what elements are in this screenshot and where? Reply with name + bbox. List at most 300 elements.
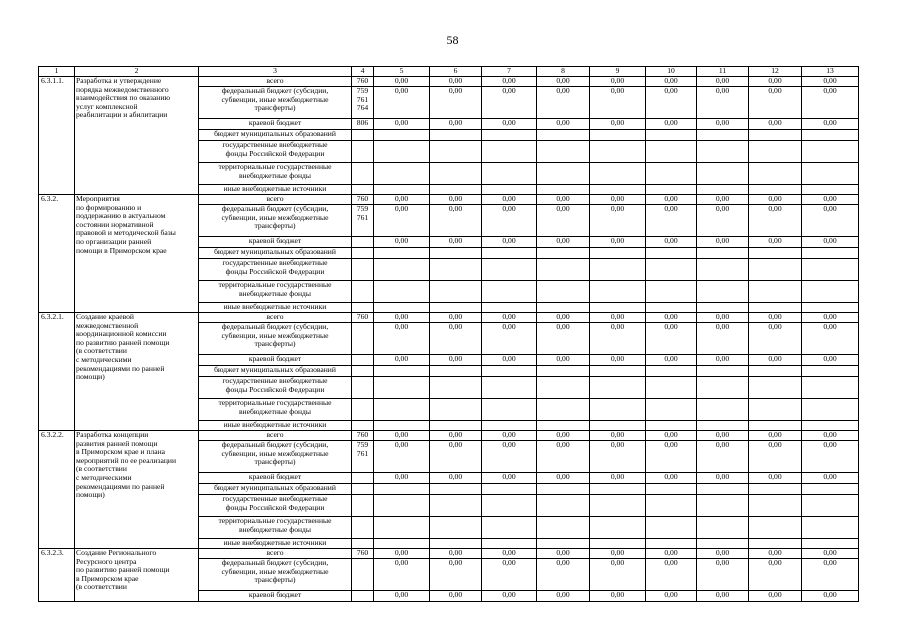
value-cell [646, 248, 697, 259]
row-title-line: (в соответствии [76, 346, 127, 356]
value-cell [374, 421, 430, 431]
value-cell: 0,00 [482, 205, 537, 237]
budget-code [352, 259, 374, 281]
value-cell: 0,00 [590, 205, 646, 237]
value-cell: 0,00 [749, 323, 802, 355]
funding-source-regional: краевой бюджет [199, 119, 352, 130]
value-cell: 0,00 [374, 431, 430, 441]
row-title-line: с методическими [76, 354, 132, 364]
funding-source-state-funds [199, 259, 352, 281]
value-cell [374, 366, 430, 377]
value-cell [646, 539, 697, 549]
value-cell: 0,00 [430, 205, 482, 237]
row-title-line: Создание Регионального [76, 548, 157, 557]
funding-source-territorial-funds [199, 281, 352, 303]
value-cell: 0,00 [590, 237, 646, 248]
value-cell [590, 141, 646, 163]
funding-source-line: федеральный бюджет (субсидии, [221, 440, 329, 449]
value-cell [802, 281, 859, 303]
value-cell: 0,00 [697, 431, 749, 441]
header-cell: 5 [374, 67, 430, 77]
funding-source-line: трансферты) [254, 575, 296, 585]
value-cell [482, 517, 537, 539]
value-cell [802, 495, 859, 517]
value-cell: 0,00 [749, 119, 802, 130]
budget-code [352, 248, 374, 259]
value-cell: 0,00 [802, 559, 859, 591]
value-cell: 0,00 [430, 441, 482, 473]
budget-code [352, 185, 374, 195]
value-cell [374, 185, 430, 195]
value-cell [537, 163, 590, 185]
value-cell: 0,00 [802, 323, 859, 355]
value-cell [697, 259, 749, 281]
value-cell: 0,00 [646, 473, 697, 484]
header-cell: 13 [802, 67, 859, 77]
value-cell [374, 281, 430, 303]
row-title [75, 195, 199, 313]
value-cell: 0,00 [374, 313, 430, 323]
value-cell [482, 421, 537, 431]
value-cell [430, 281, 482, 303]
funding-source-municipal: бюджет муниципальных образований [199, 248, 352, 259]
value-cell: 0,00 [749, 559, 802, 591]
funding-source-municipal: бюджет муниципальных образований [199, 130, 352, 141]
value-cell [374, 130, 430, 141]
value-cell [430, 421, 482, 431]
funding-source-total: всего [199, 549, 352, 559]
budget-code [352, 484, 374, 495]
funding-source-line: территориальные государственные [218, 398, 332, 407]
value-cell [802, 303, 859, 313]
value-cell: 0,00 [697, 473, 749, 484]
table-row [39, 549, 859, 559]
value-cell [646, 281, 697, 303]
value-cell [374, 163, 430, 185]
value-cell: 0,00 [430, 431, 482, 441]
value-cell: 0,00 [537, 355, 590, 366]
row-title-line: по формированию и [76, 202, 142, 212]
funding-source-other: иные внебюджетные источники [199, 303, 352, 313]
value-cell: 0,00 [749, 549, 802, 559]
value-cell [374, 539, 430, 549]
value-cell [697, 421, 749, 431]
funding-source-total: всего [199, 431, 352, 441]
funding-source-federal [199, 441, 352, 473]
value-cell: 0,00 [590, 195, 646, 205]
row-title-line: рекомендациями по ранней [76, 363, 165, 373]
value-cell [646, 421, 697, 431]
budget-code [352, 473, 374, 484]
value-cell [697, 185, 749, 195]
funding-source-state-funds [199, 495, 352, 517]
value-cell: 0,00 [646, 205, 697, 237]
row-title-line: Создание краевой [76, 312, 134, 321]
value-cell [537, 185, 590, 195]
budget-code [352, 591, 374, 602]
value-cell [374, 259, 430, 281]
budget-code [352, 517, 374, 539]
value-cell: 0,00 [646, 559, 697, 591]
value-cell [802, 130, 859, 141]
value-cell: 0,00 [646, 431, 697, 441]
value-cell: 0,00 [374, 323, 430, 355]
value-cell [430, 248, 482, 259]
value-cell: 0,00 [646, 441, 697, 473]
value-cell: 0,00 [697, 559, 749, 591]
value-cell [590, 495, 646, 517]
value-cell: 0,00 [430, 549, 482, 559]
header-cell: 12 [749, 67, 802, 77]
value-cell: 0,00 [646, 87, 697, 119]
value-cell: 0,00 [697, 237, 749, 248]
funding-source-state-funds [199, 141, 352, 163]
value-cell: 0,00 [697, 195, 749, 205]
value-cell [749, 130, 802, 141]
row-title-line: поддержанию в актуальном [76, 211, 166, 221]
row-title-line: услуг комплексной [76, 101, 138, 111]
row-title-line: помощи в Приморском крае [76, 245, 167, 255]
value-cell: 0,00 [430, 355, 482, 366]
funding-source-line: трансферты) [254, 221, 296, 231]
value-cell: 0,00 [590, 119, 646, 130]
value-cell: 0,00 [482, 77, 537, 87]
table-row [39, 431, 859, 441]
value-cell: 0,00 [697, 323, 749, 355]
value-cell [697, 248, 749, 259]
value-cell [590, 185, 646, 195]
funding-source-municipal: бюджет муниципальных образований [199, 366, 352, 377]
value-cell [646, 377, 697, 399]
row-title-line: мероприятий по ее реализации [76, 455, 177, 465]
value-cell [697, 303, 749, 313]
value-cell [590, 377, 646, 399]
value-cell: 0,00 [802, 119, 859, 130]
value-cell [646, 399, 697, 421]
value-cell: 0,00 [802, 473, 859, 484]
value-cell [430, 399, 482, 421]
value-cell [537, 399, 590, 421]
funding-source-line: федеральный бюджет (субсидии, [221, 86, 329, 95]
value-cell: 0,00 [537, 119, 590, 130]
row-title-line: состоянии нормативной [76, 219, 154, 229]
funding-source-federal [199, 87, 352, 119]
value-cell [430, 484, 482, 495]
value-cell: 0,00 [430, 559, 482, 591]
value-cell: 0,00 [802, 355, 859, 366]
value-cell: 0,00 [749, 591, 802, 602]
value-cell [482, 539, 537, 549]
value-cell [590, 421, 646, 431]
value-cell: 0,00 [430, 195, 482, 205]
table-row [39, 313, 859, 323]
header-cell: 3 [199, 67, 352, 77]
value-cell: 0,00 [590, 441, 646, 473]
funding-source-line: субвенции, иные межбюджетные [221, 212, 329, 222]
funding-source-other: иные внебюджетные источники [199, 539, 352, 549]
value-cell [430, 141, 482, 163]
funding-source-line: внебюджетные фонды [238, 524, 312, 534]
budget-code [352, 377, 374, 399]
budget-code: 806 [352, 119, 374, 130]
value-cell: 0,00 [374, 195, 430, 205]
value-cell [749, 248, 802, 259]
value-cell [646, 259, 697, 281]
value-cell: 0,00 [646, 355, 697, 366]
value-cell: 0,00 [430, 87, 482, 119]
value-cell: 0,00 [374, 237, 430, 248]
value-cell [697, 141, 749, 163]
value-cell: 0,00 [374, 119, 430, 130]
budget-code [352, 303, 374, 313]
value-cell [697, 163, 749, 185]
value-cell [697, 377, 749, 399]
value-cell [646, 366, 697, 377]
value-cell [749, 141, 802, 163]
value-cell [646, 185, 697, 195]
funding-source-line: внебюджетные фонды [238, 406, 312, 416]
row-title-line: взаимодействия по оказанию [76, 93, 171, 103]
value-cell: 0,00 [430, 473, 482, 484]
value-cell [802, 421, 859, 431]
value-cell [482, 130, 537, 141]
value-cell: 0,00 [802, 205, 859, 237]
value-cell: 0,00 [646, 591, 697, 602]
value-cell: 0,00 [537, 87, 590, 119]
value-cell: 0,00 [802, 313, 859, 323]
value-cell [430, 366, 482, 377]
value-cell [749, 303, 802, 313]
value-cell [697, 495, 749, 517]
value-cell [482, 377, 537, 399]
value-cell: 0,00 [482, 431, 537, 441]
value-cell [749, 421, 802, 431]
budget-code [352, 87, 374, 119]
value-cell [646, 163, 697, 185]
value-cell [802, 484, 859, 495]
value-cell [430, 185, 482, 195]
value-cell: 0,00 [537, 237, 590, 248]
value-cell [802, 539, 859, 549]
value-cell [590, 163, 646, 185]
value-cell [802, 248, 859, 259]
value-cell [749, 399, 802, 421]
value-cell [430, 130, 482, 141]
value-cell [537, 517, 590, 539]
value-cell [537, 303, 590, 313]
value-cell [537, 366, 590, 377]
funding-source-regional: краевой бюджет [199, 473, 352, 484]
value-cell: 0,00 [749, 473, 802, 484]
value-cell [374, 248, 430, 259]
budget-code [352, 495, 374, 517]
value-cell [482, 399, 537, 421]
budget-code [352, 441, 374, 473]
value-cell [802, 259, 859, 281]
budget-code-line: 761 [356, 94, 369, 104]
value-cell [537, 281, 590, 303]
header-cell: 6 [430, 67, 482, 77]
value-cell: 0,00 [802, 237, 859, 248]
funding-source-line: федеральный бюджет (субсидии, [221, 204, 329, 213]
value-cell: 0,00 [482, 591, 537, 602]
row-number: 6.3.2.2. [39, 431, 75, 549]
funding-source-other: иные внебюджетные источники [199, 185, 352, 195]
value-cell: 0,00 [537, 549, 590, 559]
header-cell: 11 [697, 67, 749, 77]
funding-source-line: государственные внебюджетные [222, 494, 328, 503]
budget-code [352, 421, 374, 431]
row-title-line: по развитию ранней помощи [76, 565, 170, 575]
budget-code: 760 [352, 431, 374, 441]
value-cell [749, 185, 802, 195]
value-cell: 0,00 [590, 473, 646, 484]
row-title-line: в Приморском крае [76, 573, 139, 583]
row-title-line: порядка межведомственного [76, 84, 169, 94]
value-cell: 0,00 [697, 549, 749, 559]
value-cell: 0,00 [697, 77, 749, 87]
value-cell: 0,00 [749, 205, 802, 237]
row-title-line: Ресурсного центра [76, 556, 137, 566]
budget-code [352, 399, 374, 421]
budget-code [352, 355, 374, 366]
value-cell: 0,00 [802, 431, 859, 441]
value-cell [537, 495, 590, 517]
value-cell [802, 366, 859, 377]
funding-source-line: трансферты) [254, 339, 296, 349]
value-cell: 0,00 [374, 559, 430, 591]
value-cell: 0,00 [374, 87, 430, 119]
budget-code [352, 141, 374, 163]
value-cell [697, 281, 749, 303]
budget-code-line: 759 [356, 86, 369, 95]
value-cell [802, 163, 859, 185]
row-title-line: координационной комиссии [76, 329, 167, 339]
row-title [75, 313, 199, 431]
page-number: 58 [446, 33, 459, 47]
value-cell [590, 484, 646, 495]
value-cell: 0,00 [430, 323, 482, 355]
funding-source-line: субвенции, иные межбюджетные [221, 566, 329, 576]
value-cell: 0,00 [697, 313, 749, 323]
value-cell: 0,00 [430, 119, 482, 130]
value-cell: 0,00 [482, 473, 537, 484]
funding-source-line: государственные внебюджетные [222, 140, 328, 149]
header-cell: 2 [75, 67, 199, 77]
value-cell [482, 484, 537, 495]
funding-source-regional: краевой бюджет [199, 355, 352, 366]
value-cell: 0,00 [537, 77, 590, 87]
value-cell [590, 248, 646, 259]
value-cell [749, 377, 802, 399]
value-cell [537, 377, 590, 399]
funding-source-state-funds [199, 377, 352, 399]
value-cell: 0,00 [802, 87, 859, 119]
value-cell: 0,00 [374, 441, 430, 473]
value-cell [374, 141, 430, 163]
row-title [75, 549, 199, 602]
row-title [75, 431, 199, 549]
funding-source-line: территориальные государственные [218, 280, 332, 289]
row-number: 6.3.2. [39, 195, 75, 313]
value-cell [749, 539, 802, 549]
value-cell [537, 539, 590, 549]
row-title-line: развития ранней помощи [76, 438, 158, 448]
value-cell [802, 185, 859, 195]
value-cell: 0,00 [374, 205, 430, 237]
value-cell: 0,00 [590, 355, 646, 366]
budget-code [352, 366, 374, 377]
value-cell [697, 484, 749, 495]
value-cell: 0,00 [430, 237, 482, 248]
funding-source-line: фонды Российской Федерации [225, 148, 325, 158]
value-cell: 0,00 [646, 549, 697, 559]
funding-source-line: федеральный бюджет (субсидии, [221, 558, 329, 567]
value-cell [482, 141, 537, 163]
value-cell: 0,00 [749, 237, 802, 248]
funding-source-total: всего [199, 77, 352, 87]
budget-code [352, 539, 374, 549]
value-cell [430, 539, 482, 549]
value-cell: 0,00 [537, 559, 590, 591]
value-cell [802, 517, 859, 539]
value-cell [646, 141, 697, 163]
value-cell [697, 539, 749, 549]
value-cell: 0,00 [430, 77, 482, 87]
budget-code: 760 [352, 313, 374, 323]
value-cell [646, 484, 697, 495]
value-cell [749, 281, 802, 303]
value-cell [374, 517, 430, 539]
row-title-line: межведомственной [76, 320, 139, 330]
header-cell: 1 [39, 67, 75, 77]
value-cell [590, 399, 646, 421]
budget-code [352, 323, 374, 355]
value-cell: 0,00 [374, 549, 430, 559]
value-cell: 0,00 [697, 87, 749, 119]
value-cell: 0,00 [590, 77, 646, 87]
value-cell: 0,00 [646, 119, 697, 130]
header-cell: 8 [537, 67, 590, 77]
value-cell: 0,00 [537, 205, 590, 237]
value-cell [697, 517, 749, 539]
header-cell: 9 [590, 67, 646, 77]
value-cell [537, 130, 590, 141]
value-cell [537, 259, 590, 281]
value-cell: 0,00 [697, 591, 749, 602]
budget-code-line: 764 [356, 103, 369, 113]
value-cell: 0,00 [374, 355, 430, 366]
value-cell: 0,00 [482, 237, 537, 248]
funding-source-territorial-funds [199, 163, 352, 185]
value-cell: 0,00 [646, 323, 697, 355]
header-cell: 7 [482, 67, 537, 77]
value-cell: 0,00 [482, 355, 537, 366]
row-title-line: Мероприятия [76, 194, 120, 203]
value-cell [590, 366, 646, 377]
budget-code [352, 281, 374, 303]
value-cell [646, 495, 697, 517]
value-cell: 0,00 [537, 473, 590, 484]
value-cell: 0,00 [537, 323, 590, 355]
funding-source-federal [199, 205, 352, 237]
funding-source-line: внебюджетные фонды [238, 288, 312, 298]
value-cell: 0,00 [749, 87, 802, 119]
value-cell: 0,00 [749, 195, 802, 205]
row-title-line: помощи) [76, 372, 105, 382]
value-cell: 0,00 [749, 77, 802, 87]
value-cell: 0,00 [590, 549, 646, 559]
